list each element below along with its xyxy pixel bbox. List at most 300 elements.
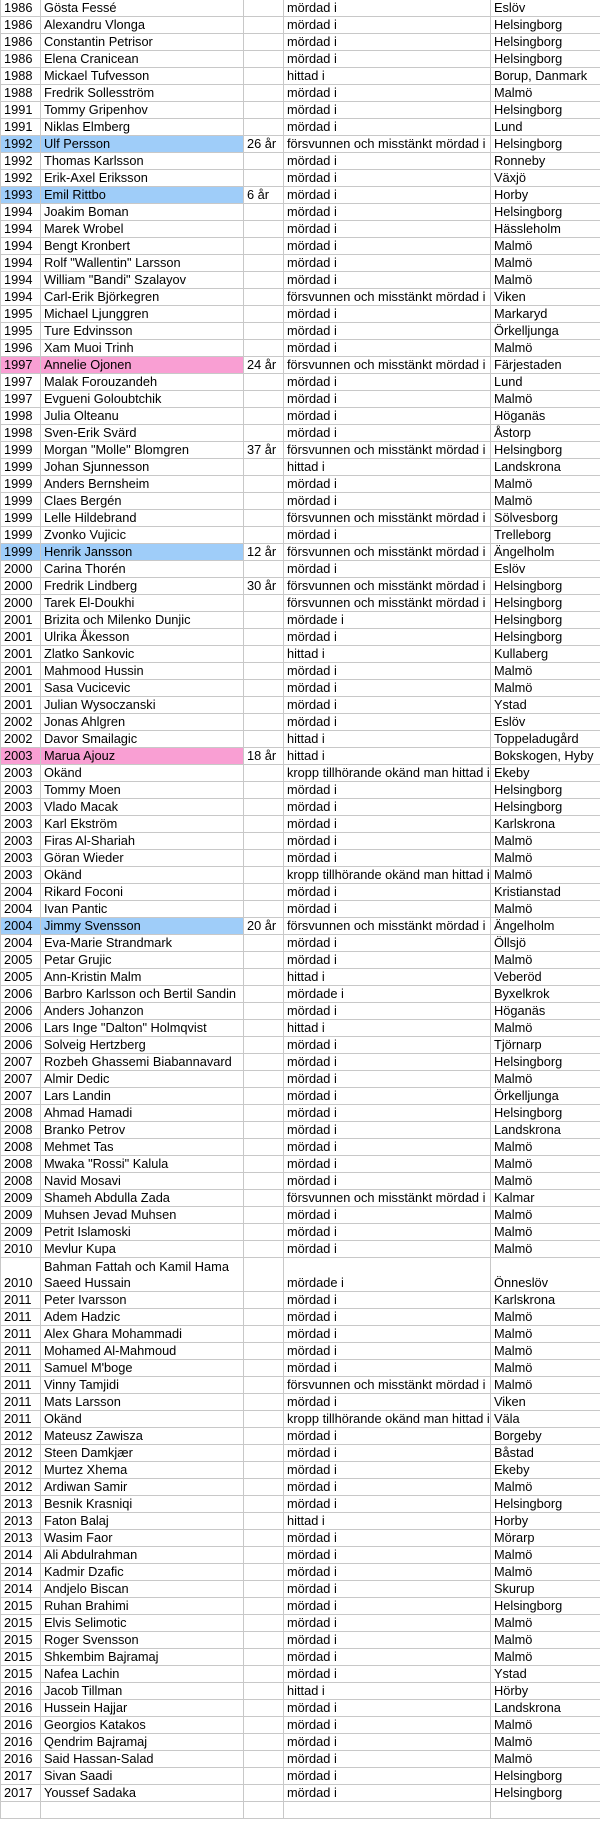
year-cell[interactable]: 2012 — [1, 1428, 41, 1445]
place-cell[interactable]: Malmö — [491, 255, 600, 272]
status-cell[interactable]: mördad i — [284, 1326, 491, 1343]
year-cell[interactable]: 1998 — [1, 408, 41, 425]
status-cell[interactable]: mördad i — [284, 391, 491, 408]
age-cell[interactable]: 26 år — [244, 136, 284, 153]
place-cell[interactable]: Helsingborg — [491, 1598, 600, 1615]
status-cell[interactable]: mördad i — [284, 629, 491, 646]
status-cell[interactable]: mördad i — [284, 221, 491, 238]
age-cell[interactable] — [244, 782, 284, 799]
place-cell[interactable]: Malmö — [491, 680, 600, 697]
name-cell[interactable]: Anders Johanzon — [41, 1003, 244, 1020]
age-cell[interactable] — [244, 1445, 284, 1462]
year-cell[interactable]: 2009 — [1, 1207, 41, 1224]
age-cell[interactable] — [244, 1224, 284, 1241]
status-cell[interactable]: mördad i — [284, 1207, 491, 1224]
place-cell[interactable]: Helsingborg — [491, 442, 600, 459]
name-cell[interactable]: Mehmet Tas — [41, 1139, 244, 1156]
place-cell[interactable]: Helsingborg — [491, 799, 600, 816]
status-cell[interactable]: mördad i — [284, 901, 491, 918]
year-cell[interactable]: 2008 — [1, 1173, 41, 1190]
place-cell[interactable]: Malmö — [491, 1615, 600, 1632]
place-cell[interactable]: Lund — [491, 119, 600, 136]
age-cell[interactable] — [244, 833, 284, 850]
status-cell[interactable]: kropp tillhörande okänd man hittad i — [284, 1411, 491, 1428]
status-cell[interactable]: mördad i — [284, 153, 491, 170]
age-cell[interactable] — [244, 765, 284, 782]
status-cell[interactable]: hittad i — [284, 748, 491, 765]
name-cell[interactable]: Karl Ekström — [41, 816, 244, 833]
age-cell[interactable] — [244, 0, 284, 17]
name-cell[interactable]: Andjelo Biscan — [41, 1581, 244, 1598]
status-cell[interactable]: mördad i — [284, 1428, 491, 1445]
age-cell[interactable] — [244, 238, 284, 255]
name-cell[interactable]: Almir Dedic — [41, 1071, 244, 1088]
age-cell[interactable] — [244, 680, 284, 697]
status-cell[interactable]: mördad i — [284, 408, 491, 425]
place-cell[interactable]: Malmö — [491, 663, 600, 680]
place-cell[interactable]: Malmö — [491, 1377, 600, 1394]
age-cell[interactable] — [244, 1241, 284, 1258]
year-cell[interactable]: 2004 — [1, 901, 41, 918]
place-cell[interactable]: Malmö — [491, 1156, 600, 1173]
status-cell[interactable]: försvunnen och misstänkt mördad i — [284, 510, 491, 527]
year-cell[interactable] — [1, 1802, 41, 1819]
status-cell[interactable]: mördad i — [284, 476, 491, 493]
age-cell[interactable] — [244, 153, 284, 170]
year-cell[interactable]: 2008 — [1, 1156, 41, 1173]
place-cell[interactable]: Helsingborg — [491, 782, 600, 799]
place-cell[interactable]: Ystad — [491, 1666, 600, 1683]
name-cell[interactable]: Thomas Karlsson — [41, 153, 244, 170]
year-cell[interactable]: 1996 — [1, 340, 41, 357]
age-cell[interactable] — [244, 1802, 284, 1819]
name-cell[interactable]: Fredrik Lindberg — [41, 578, 244, 595]
name-cell[interactable]: Rozbeh Ghassemi Biabannavard — [41, 1054, 244, 1071]
year-cell[interactable]: 1992 — [1, 170, 41, 187]
place-cell[interactable]: Helsingborg — [491, 136, 600, 153]
place-cell[interactable]: Eslöv — [491, 714, 600, 731]
status-cell[interactable]: hittad i — [284, 969, 491, 986]
year-cell[interactable]: 1995 — [1, 323, 41, 340]
name-cell[interactable]: Elena Cranicean — [41, 51, 244, 68]
name-cell[interactable]: Shkembim Bajramaj — [41, 1649, 244, 1666]
status-cell[interactable]: försvunnen och misstänkt mördad i — [284, 578, 491, 595]
age-cell[interactable] — [244, 595, 284, 612]
place-cell[interactable]: Helsingborg — [491, 1054, 600, 1071]
name-cell[interactable]: Muhsen Jevad Muhsen — [41, 1207, 244, 1224]
status-cell[interactable]: mördad i — [284, 1122, 491, 1139]
place-cell[interactable]: Höganäs — [491, 1003, 600, 1020]
place-cell[interactable]: Malmö — [491, 1326, 600, 1343]
place-cell[interactable]: Väla — [491, 1411, 600, 1428]
status-cell[interactable]: försvunnen och misstänkt mördad i — [284, 1190, 491, 1207]
status-cell[interactable]: mördad i — [284, 697, 491, 714]
year-cell[interactable]: 2005 — [1, 952, 41, 969]
place-cell[interactable]: Viken — [491, 289, 600, 306]
age-cell[interactable]: 6 år — [244, 187, 284, 204]
status-cell[interactable]: mördad i — [284, 1241, 491, 1258]
place-cell[interactable]: Malmö — [491, 238, 600, 255]
place-cell[interactable]: Malmö — [491, 952, 600, 969]
year-cell[interactable]: 2016 — [1, 1717, 41, 1734]
place-cell[interactable]: Hässleholm — [491, 221, 600, 238]
status-cell[interactable]: mördad i — [284, 102, 491, 119]
status-cell[interactable]: hittad i — [284, 731, 491, 748]
age-cell[interactable] — [244, 255, 284, 272]
age-cell[interactable] — [244, 170, 284, 187]
place-cell[interactable]: Båstad — [491, 1445, 600, 1462]
place-cell[interactable]: Malmö — [491, 340, 600, 357]
name-cell[interactable]: Youssef Sadaka — [41, 1785, 244, 1802]
year-cell[interactable]: 2017 — [1, 1768, 41, 1785]
year-cell[interactable]: 2013 — [1, 1530, 41, 1547]
year-cell[interactable]: 2001 — [1, 663, 41, 680]
name-cell[interactable]: Constantin Petrisor — [41, 34, 244, 51]
name-cell[interactable]: Mats Larsson — [41, 1394, 244, 1411]
name-cell[interactable]: Anders Bernsheim — [41, 476, 244, 493]
status-cell[interactable]: mördade i — [284, 1258, 491, 1292]
name-cell[interactable]: Julian Wysoczanski — [41, 697, 244, 714]
place-cell[interactable]: Malmö — [491, 391, 600, 408]
place-cell[interactable]: Malmö — [491, 1734, 600, 1751]
year-cell[interactable]: 1986 — [1, 17, 41, 34]
status-cell[interactable]: mördad i — [284, 1292, 491, 1309]
year-cell[interactable]: 2003 — [1, 816, 41, 833]
age-cell[interactable] — [244, 1258, 284, 1292]
name-cell[interactable]: Rolf "Wallentin" Larsson — [41, 255, 244, 272]
age-cell[interactable] — [244, 1547, 284, 1564]
place-cell[interactable]: Malmö — [491, 867, 600, 884]
place-cell[interactable]: Karlskrona — [491, 1292, 600, 1309]
age-cell[interactable] — [244, 323, 284, 340]
year-cell[interactable]: 2012 — [1, 1445, 41, 1462]
name-cell[interactable]: Lars Inge "Dalton" Holmqvist — [41, 1020, 244, 1037]
age-cell[interactable] — [244, 221, 284, 238]
status-cell[interactable]: mördad i — [284, 187, 491, 204]
name-cell[interactable]: Marek Wrobel — [41, 221, 244, 238]
status-cell[interactable]: mördad i — [284, 0, 491, 17]
place-cell[interactable]: Malmö — [491, 1360, 600, 1377]
status-cell[interactable]: mördad i — [284, 238, 491, 255]
status-cell[interactable]: mördad i — [284, 1717, 491, 1734]
age-cell[interactable] — [244, 1513, 284, 1530]
name-cell[interactable]: Jonas Ahlgren — [41, 714, 244, 731]
place-cell[interactable]: Malmö — [491, 476, 600, 493]
year-cell[interactable]: 2009 — [1, 1224, 41, 1241]
age-cell[interactable] — [244, 969, 284, 986]
name-cell[interactable]: Carina Thorén — [41, 561, 244, 578]
age-cell[interactable] — [244, 646, 284, 663]
year-cell[interactable]: 1995 — [1, 306, 41, 323]
name-cell[interactable]: Johan Sjunnesson — [41, 459, 244, 476]
year-cell[interactable]: 2003 — [1, 748, 41, 765]
age-cell[interactable] — [244, 1190, 284, 1207]
name-cell[interactable]: Ahmad Hamadi — [41, 1105, 244, 1122]
status-cell[interactable]: försvunnen och misstänkt mördad i — [284, 918, 491, 935]
place-cell[interactable]: Malmö — [491, 272, 600, 289]
age-cell[interactable] — [244, 1785, 284, 1802]
place-cell[interactable]: Trelleborg — [491, 527, 600, 544]
year-cell[interactable]: 1999 — [1, 459, 41, 476]
year-cell[interactable]: 2011 — [1, 1394, 41, 1411]
place-cell[interactable]: Landskrona — [491, 1700, 600, 1717]
status-cell[interactable]: mördad i — [284, 1598, 491, 1615]
place-cell[interactable]: Veberöd — [491, 969, 600, 986]
status-cell[interactable]: mördad i — [284, 1462, 491, 1479]
name-cell[interactable]: Rikard Foconi — [41, 884, 244, 901]
year-cell[interactable]: 2015 — [1, 1615, 41, 1632]
age-cell[interactable] — [244, 204, 284, 221]
name-cell[interactable]: Ruhan Brahimi — [41, 1598, 244, 1615]
status-cell[interactable]: mördad i — [284, 340, 491, 357]
name-cell[interactable]: Solveig Hertzberg — [41, 1037, 244, 1054]
age-cell[interactable]: 37 år — [244, 442, 284, 459]
status-cell[interactable]: mördad i — [284, 663, 491, 680]
year-cell[interactable]: 2011 — [1, 1326, 41, 1343]
age-cell[interactable] — [244, 867, 284, 884]
year-cell[interactable]: 1994 — [1, 255, 41, 272]
year-cell[interactable]: 1991 — [1, 119, 41, 136]
name-cell[interactable]: Sasa Vucicevic — [41, 680, 244, 697]
age-cell[interactable] — [244, 1717, 284, 1734]
age-cell[interactable] — [244, 901, 284, 918]
place-cell[interactable] — [491, 1802, 600, 1819]
year-cell[interactable]: 2016 — [1, 1751, 41, 1768]
year-cell[interactable]: 2001 — [1, 680, 41, 697]
name-cell[interactable]: Murtez Xhema — [41, 1462, 244, 1479]
age-cell[interactable] — [244, 102, 284, 119]
status-cell[interactable]: mördad i — [284, 1496, 491, 1513]
name-cell[interactable]: Eva-Marie Strandmark — [41, 935, 244, 952]
name-cell[interactable]: Julia Olteanu — [41, 408, 244, 425]
status-cell[interactable]: mördad i — [284, 816, 491, 833]
year-cell[interactable]: 2015 — [1, 1632, 41, 1649]
status-cell[interactable]: försvunnen och misstänkt mördad i — [284, 595, 491, 612]
year-cell[interactable]: 2017 — [1, 1785, 41, 1802]
status-cell[interactable]: mördad i — [284, 255, 491, 272]
year-cell[interactable]: 1993 — [1, 187, 41, 204]
year-cell[interactable]: 2007 — [1, 1088, 41, 1105]
place-cell[interactable]: Åstorp — [491, 425, 600, 442]
age-cell[interactable] — [244, 935, 284, 952]
year-cell[interactable]: 2006 — [1, 1037, 41, 1054]
place-cell[interactable]: Malmö — [491, 1343, 600, 1360]
name-cell[interactable]: Besnik Krasniqi — [41, 1496, 244, 1513]
place-cell[interactable]: Kalmar — [491, 1190, 600, 1207]
status-cell[interactable]: försvunnen och misstänkt mördad i — [284, 544, 491, 561]
name-cell[interactable]: Firas Al-Shariah — [41, 833, 244, 850]
place-cell[interactable]: Malmö — [491, 1241, 600, 1258]
name-cell[interactable]: Davor Smailagic — [41, 731, 244, 748]
year-cell[interactable]: 2003 — [1, 833, 41, 850]
year-cell[interactable]: 1988 — [1, 85, 41, 102]
age-cell[interactable] — [244, 1054, 284, 1071]
status-cell[interactable]: mördad i — [284, 1105, 491, 1122]
age-cell[interactable] — [244, 884, 284, 901]
name-cell[interactable]: Barbro Karlsson och Bertil Sandin — [41, 986, 244, 1003]
age-cell[interactable] — [244, 629, 284, 646]
name-cell[interactable]: Ali Abdulrahman — [41, 1547, 244, 1564]
status-cell[interactable]: försvunnen och misstänkt mördad i — [284, 1377, 491, 1394]
name-cell[interactable]: Emil Rittbo — [41, 187, 244, 204]
status-cell[interactable]: mördad i — [284, 1445, 491, 1462]
year-cell[interactable]: 2014 — [1, 1547, 41, 1564]
age-cell[interactable] — [244, 1581, 284, 1598]
age-cell[interactable] — [244, 1598, 284, 1615]
name-cell[interactable]: Tommy Gripenhov — [41, 102, 244, 119]
year-cell[interactable]: 1986 — [1, 34, 41, 51]
name-cell[interactable]: Okänd — [41, 765, 244, 782]
place-cell[interactable]: Landskrona — [491, 1122, 600, 1139]
name-cell[interactable]: Okänd — [41, 1411, 244, 1428]
year-cell[interactable]: 2010 — [1, 1258, 41, 1292]
year-cell[interactable]: 2016 — [1, 1700, 41, 1717]
name-cell[interactable]: Lars Landin — [41, 1088, 244, 1105]
place-cell[interactable]: Malmö — [491, 1479, 600, 1496]
year-cell[interactable]: 1997 — [1, 374, 41, 391]
age-cell[interactable] — [244, 1122, 284, 1139]
status-cell[interactable]: hittad i — [284, 1683, 491, 1700]
year-cell[interactable]: 2014 — [1, 1564, 41, 1581]
status-cell[interactable]: mördad i — [284, 850, 491, 867]
name-cell[interactable]: Alex Ghara Mohammadi — [41, 1326, 244, 1343]
place-cell[interactable]: Sölvesborg — [491, 510, 600, 527]
year-cell[interactable]: 2011 — [1, 1411, 41, 1428]
place-cell[interactable]: Borup, Danmark — [491, 68, 600, 85]
status-cell[interactable]: mördad i — [284, 204, 491, 221]
year-cell[interactable]: 1999 — [1, 476, 41, 493]
year-cell[interactable]: 2001 — [1, 612, 41, 629]
name-cell[interactable]: Adem Hadzic — [41, 1309, 244, 1326]
place-cell[interactable]: Örkelljunga — [491, 323, 600, 340]
age-cell[interactable] — [244, 731, 284, 748]
place-cell[interactable]: Malmö — [491, 1751, 600, 1768]
place-cell[interactable]: Malmö — [491, 1547, 600, 1564]
age-cell[interactable] — [244, 51, 284, 68]
year-cell[interactable]: 2016 — [1, 1734, 41, 1751]
year-cell[interactable]: 2003 — [1, 799, 41, 816]
status-cell[interactable]: mördad i — [284, 1309, 491, 1326]
age-cell[interactable] — [244, 1411, 284, 1428]
age-cell[interactable] — [244, 272, 284, 289]
age-cell[interactable] — [244, 306, 284, 323]
status-cell[interactable]: mördad i — [284, 1156, 491, 1173]
year-cell[interactable]: 2001 — [1, 697, 41, 714]
status-cell[interactable]: mördad i — [284, 561, 491, 578]
year-cell[interactable]: 2006 — [1, 1020, 41, 1037]
status-cell[interactable]: mördad i — [284, 119, 491, 136]
name-cell[interactable]: Ulf Persson — [41, 136, 244, 153]
status-cell[interactable]: mördad i — [284, 34, 491, 51]
age-cell[interactable] — [244, 697, 284, 714]
status-cell[interactable]: mördad i — [284, 935, 491, 952]
place-cell[interactable]: Bokskogen, Hyby — [491, 748, 600, 765]
status-cell[interactable] — [284, 1802, 491, 1819]
year-cell[interactable]: 1994 — [1, 289, 41, 306]
status-cell[interactable]: hittad i — [284, 459, 491, 476]
age-cell[interactable] — [244, 408, 284, 425]
place-cell[interactable]: Kristianstad — [491, 884, 600, 901]
year-cell[interactable]: 2002 — [1, 731, 41, 748]
place-cell[interactable]: Helsingborg — [491, 1785, 600, 1802]
name-cell[interactable]: Morgan "Molle" Blomgren — [41, 442, 244, 459]
status-cell[interactable]: mördad i — [284, 680, 491, 697]
year-cell[interactable]: 2010 — [1, 1241, 41, 1258]
status-cell[interactable]: mördad i — [284, 51, 491, 68]
age-cell[interactable] — [244, 527, 284, 544]
age-cell[interactable] — [244, 986, 284, 1003]
status-cell[interactable]: hittad i — [284, 68, 491, 85]
age-cell[interactable] — [244, 425, 284, 442]
age-cell[interactable] — [244, 68, 284, 85]
status-cell[interactable]: mördade i — [284, 986, 491, 1003]
status-cell[interactable]: mördad i — [284, 1751, 491, 1768]
year-cell[interactable]: 2005 — [1, 969, 41, 986]
age-cell[interactable]: 12 år — [244, 544, 284, 561]
year-cell[interactable]: 2002 — [1, 714, 41, 731]
year-cell[interactable]: 2011 — [1, 1377, 41, 1394]
year-cell[interactable]: 2006 — [1, 1003, 41, 1020]
year-cell[interactable]: 1994 — [1, 238, 41, 255]
age-cell[interactable] — [244, 1309, 284, 1326]
status-cell[interactable]: mördad i — [284, 714, 491, 731]
age-cell[interactable] — [244, 816, 284, 833]
age-cell[interactable] — [244, 1394, 284, 1411]
status-cell[interactable]: försvunnen och misstänkt mördad i — [284, 442, 491, 459]
name-cell[interactable]: Zlatko Sankovic — [41, 646, 244, 663]
status-cell[interactable]: mördad i — [284, 1632, 491, 1649]
status-cell[interactable]: mördad i — [284, 833, 491, 850]
place-cell[interactable]: Byxelkrok — [491, 986, 600, 1003]
status-cell[interactable]: mördad i — [284, 1394, 491, 1411]
name-cell[interactable]: Kadmir Dzafic — [41, 1564, 244, 1581]
status-cell[interactable]: kropp tillhörande okänd man hittad i — [284, 765, 491, 782]
year-cell[interactable]: 1992 — [1, 136, 41, 153]
place-cell[interactable]: Helsingborg — [491, 51, 600, 68]
name-cell[interactable]: Zvonko Vujicic — [41, 527, 244, 544]
status-cell[interactable]: mördad i — [284, 1785, 491, 1802]
status-cell[interactable]: mördad i — [284, 323, 491, 340]
status-cell[interactable]: mördad i — [284, 306, 491, 323]
age-cell[interactable] — [244, 1207, 284, 1224]
year-cell[interactable]: 1994 — [1, 204, 41, 221]
age-cell[interactable]: 24 år — [244, 357, 284, 374]
age-cell[interactable] — [244, 1564, 284, 1581]
status-cell[interactable]: hittad i — [284, 1020, 491, 1037]
status-cell[interactable]: mördad i — [284, 85, 491, 102]
age-cell[interactable] — [244, 34, 284, 51]
age-cell[interactable] — [244, 612, 284, 629]
year-cell[interactable]: 2011 — [1, 1343, 41, 1360]
name-cell[interactable]: Ulrika Åkesson — [41, 629, 244, 646]
name-cell[interactable]: Joakim Boman — [41, 204, 244, 221]
place-cell[interactable]: Eslöv — [491, 0, 600, 17]
place-cell[interactable]: Helsingborg — [491, 102, 600, 119]
name-cell[interactable]: Hussein Hajjar — [41, 1700, 244, 1717]
age-cell[interactable] — [244, 1173, 284, 1190]
name-cell[interactable]: Evgueni Goloubtchik — [41, 391, 244, 408]
place-cell[interactable]: Helsingborg — [491, 1496, 600, 1513]
name-cell[interactable]: Tommy Moen — [41, 782, 244, 799]
name-cell[interactable]: Mwaka "Rossi" Kalula — [41, 1156, 244, 1173]
place-cell[interactable]: Helsingborg — [491, 1768, 600, 1785]
place-cell[interactable]: Horby — [491, 187, 600, 204]
status-cell[interactable]: mördad i — [284, 1071, 491, 1088]
age-cell[interactable] — [244, 1734, 284, 1751]
name-cell[interactable]: Bahman Fattah och Kamil Hama Saeed Hussain — [41, 1258, 244, 1292]
name-cell[interactable]: Steen Damkjær — [41, 1445, 244, 1462]
name-cell[interactable]: Okänd — [41, 867, 244, 884]
